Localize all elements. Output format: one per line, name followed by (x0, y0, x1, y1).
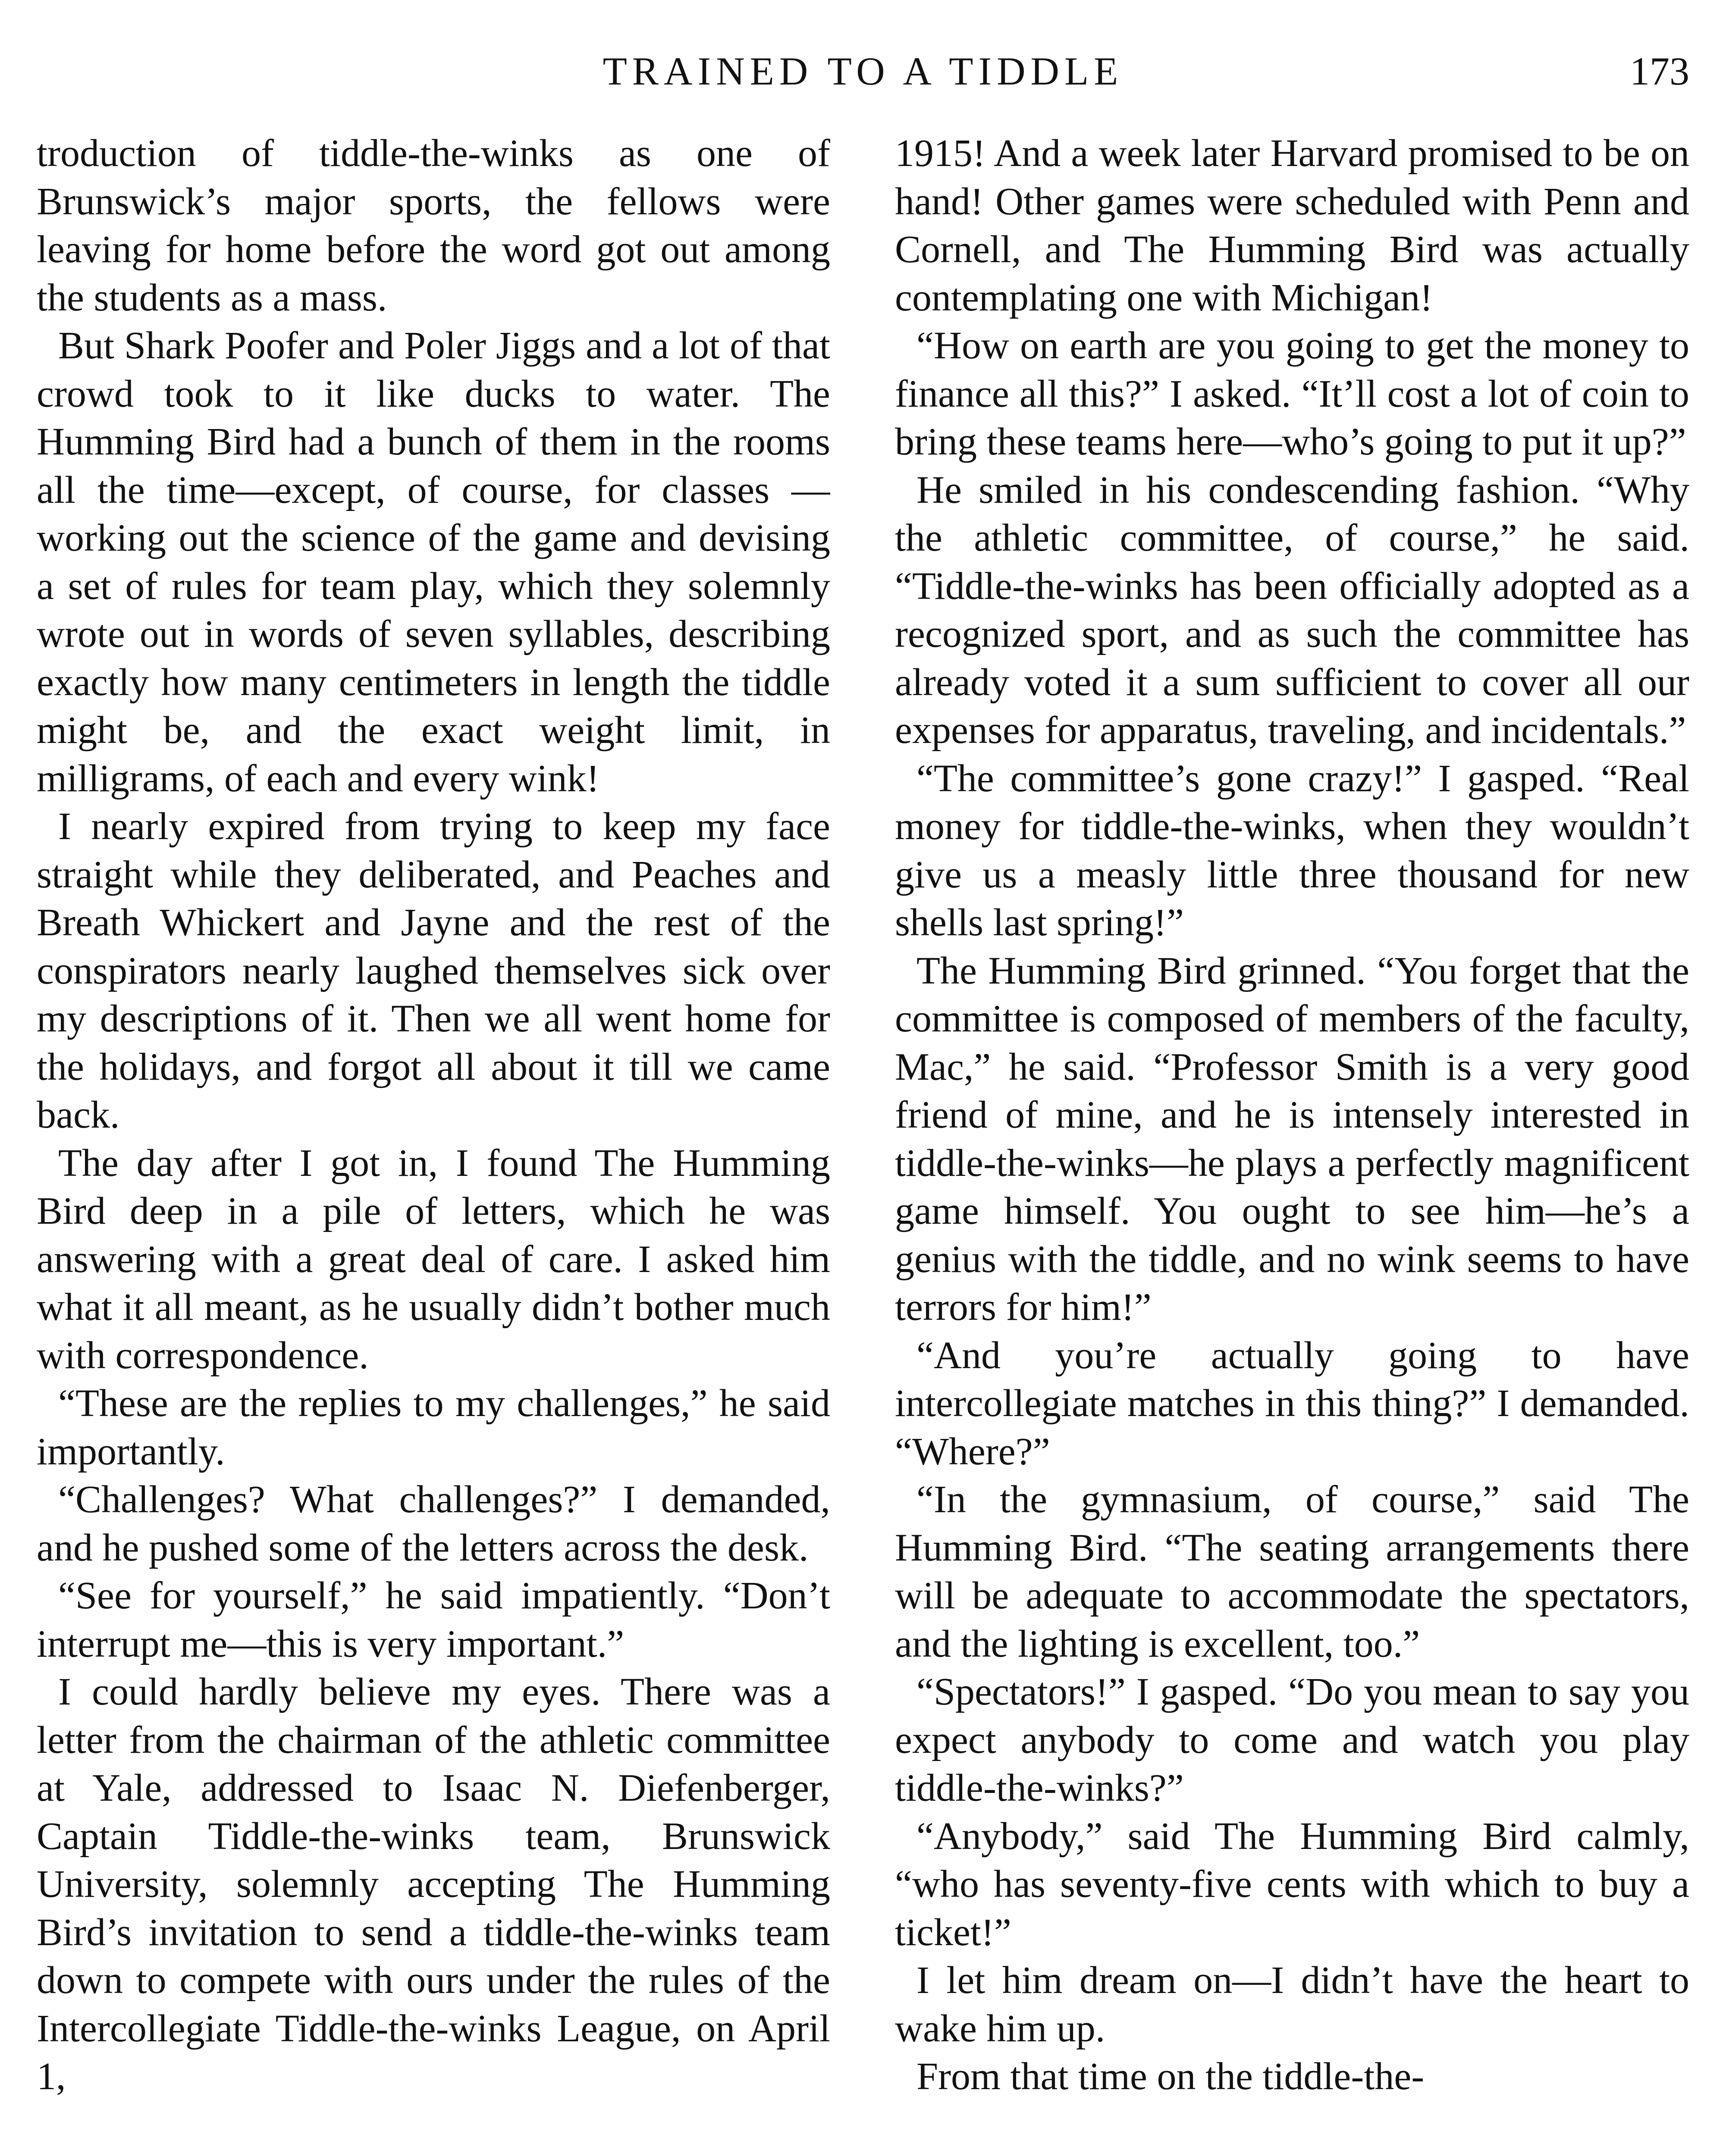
right-column (895, 129, 1689, 2156)
running-header (0, 41, 1726, 101)
paragraph: The Humming Bird grinned. “You forget that the committee is composed of members of the faculty, Mac,” he said. “Professor Smith is a very good friend of mine, and he is intensely interested in tiddle-the-winks—he plays a perfectly magnificent game himself. You ought to see him—he’s a genius with the tiddle, and no wink seems to have terrors for him!” (895, 949, 1689, 1329)
paragraph: I nearly expired from trying to keep my face straight while they deliberated, and Peaches and Breath Whickert and Jayne and the rest of the conspirators nearly laughed themselves sick over my descriptions of it. Then we all went home for the holidays, and forgot all about it till we came back. (37, 805, 830, 1136)
paragraph: But Shark Poofer and Poler Jiggs and a lot of that crowd took to it like ducks to water. The Humming Bird had a bunch of them in the rooms all the time—except, of course, for classes —working out the science of the game and devising a set of rules for team play, which they solemnly wrote out in words of seven syllables, describing exactly how many centimeters in length the tiddle might be, and the exact weight limit, in milligrams, of each and every wink! (37, 324, 830, 800)
paragraph: From that time on the tiddle-the- (916, 2055, 1425, 2098)
left-column (37, 129, 830, 2156)
paragraph: “And you’re actually going to have intercollegiate matches in this thing?” I demanded. “Where?” (895, 1334, 1689, 1473)
page-number: 173 (1630, 49, 1689, 93)
paragraph: 1915! And a week later Harvard promised to be on hand! Other games were scheduled with Penn and Cornell, and The Humming Bird was actually contemplating one with Michigan! (895, 132, 1689, 319)
running-title: TRAINED TO A TIDDLE (603, 49, 1123, 93)
paragraph: “The committee’s gone crazy!” I gasped. “Real money for tiddle-the-winks, when they wouldn’t give us a measly little three thousand for new shells last spring!” (895, 757, 1689, 944)
paragraph: “See for yourself,” he said impatiently. “Don’t interrupt me—this is very important.” (37, 1574, 830, 1665)
paragraph: “Anybody,” said The Humming Bird calmly, “who has seventy-five cents with which to buy a ticket!” (895, 1814, 1689, 1954)
paragraph: “Challenges? What challenges?” I demanded, and he pushed some of the letters across the desk. (37, 1478, 830, 1569)
paragraph: The day after I got in, I found The Humming Bird deep in a pile of letters, which he was answering with a great deal of care. I asked him what it all meant, as he usually didn’t bother much with correspondence. (37, 1141, 830, 1377)
paragraph: “These are the replies to my challenges,” he said importantly. (37, 1382, 830, 1473)
paragraph: troduction of tiddle-the-winks as one of Brunswick’s major sports, the fellows were leaving for home before the word got out among the students as a mass. (37, 132, 830, 319)
paragraph: “How on earth are you going to get the money to finance all this?” I asked. “It’ll cost a lot of coin to bring these teams here—who’s going to put it up?” (895, 324, 1689, 463)
paragraph: I could hardly believe my eyes. There was a letter from the chairman of the athletic committee at Yale, addressed to Isaac N. Diefenberger, Captain Tiddle-the-winks team, Brunswick University, solemnly accepting The Humming Bird’s invitation to send a tiddle-the-winks team down to compete with ours under the rules of the Intercollegiate Tiddle-the-winks League, on April 1, (37, 1670, 830, 2098)
paragraph: He smiled in his condescending fashion. “Why the athletic committee, of course,” he said. “Tiddle-the-winks has been officially adopted as a recognized sport, and as such the committee has already voted it a sum sufficient to cover all our expenses for apparatus, traveling, and incidentals.” (895, 468, 1689, 752)
paragraph: I let him dream on—I didn’t have the heart to wake him up. (895, 1959, 1689, 2050)
paragraph: “Spectators!” I gasped. “Do you mean to say you expect anybody to come and watch you play tiddle-the-winks?” (895, 1670, 1689, 1809)
paragraph: “In the gymnasium, of course,” said The Humming Bird. “The seating arrangements there will be adequate to accommodate the spectators, and the lighting is excellent, too.” (895, 1478, 1689, 1665)
